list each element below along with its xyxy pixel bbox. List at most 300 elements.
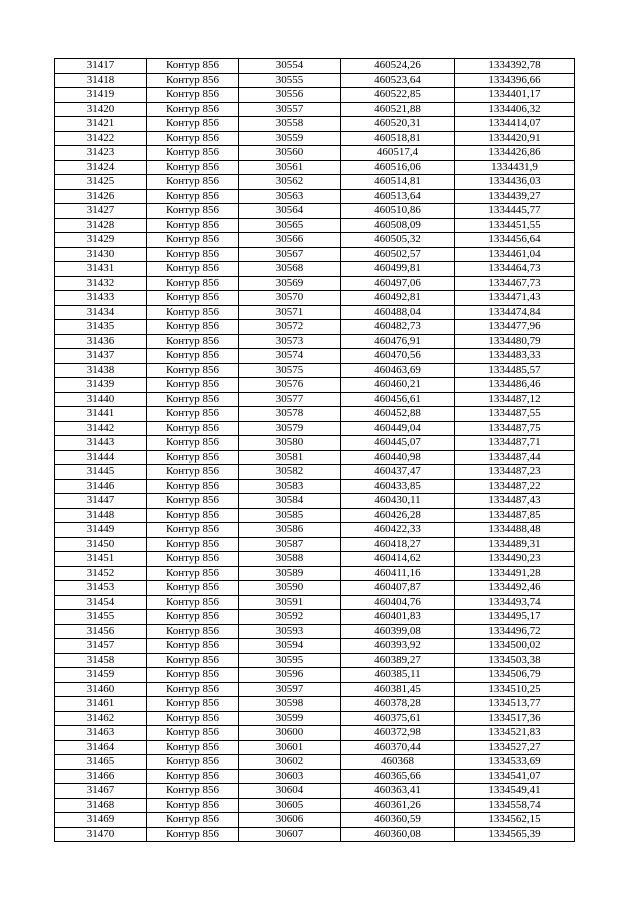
vertex-number-cell: 30558 [239, 117, 341, 132]
vertex-number-cell: 30595 [239, 653, 341, 668]
point-number-cell: 31421 [55, 117, 147, 132]
y-coordinate-cell: 1334487,71 [455, 436, 575, 451]
point-number-cell: 31426 [55, 189, 147, 204]
y-coordinate-cell: 1334487,12 [455, 392, 575, 407]
x-coordinate-cell: 460426,28 [341, 508, 455, 523]
y-coordinate-cell: 1334487,22 [455, 479, 575, 494]
y-coordinate-cell: 1334487,55 [455, 407, 575, 422]
point-number-cell: 31433 [55, 291, 147, 306]
point-number-cell: 31438 [55, 363, 147, 378]
table-row [55, 146, 575, 161]
point-number-cell: 31437 [55, 349, 147, 364]
table-row [55, 363, 575, 378]
table-row [55, 349, 575, 364]
y-coordinate-cell: 1334527,27 [455, 740, 575, 755]
vertex-number-cell: 30590 [239, 581, 341, 596]
y-coordinate-cell: 1334426,86 [455, 146, 575, 161]
contour-name-cell: Контур 856 [147, 407, 239, 422]
vertex-number-cell: 30578 [239, 407, 341, 422]
contour-name-cell: Контур 856 [147, 131, 239, 146]
point-number-cell: 31458 [55, 653, 147, 668]
table-row [55, 494, 575, 509]
contour-name-cell: Контур 856 [147, 291, 239, 306]
contour-name-cell: Контур 856 [147, 624, 239, 639]
x-coordinate-cell: 460372,98 [341, 726, 455, 741]
y-coordinate-cell: 1334541,07 [455, 769, 575, 784]
y-coordinate-cell: 1334489,31 [455, 537, 575, 552]
y-coordinate-cell: 1334464,73 [455, 262, 575, 277]
y-coordinate-cell: 1334483,33 [455, 349, 575, 364]
vertex-number-cell: 30564 [239, 204, 341, 219]
x-coordinate-cell: 460470,56 [341, 349, 455, 364]
contour-name-cell: Контур 856 [147, 813, 239, 828]
vertex-number-cell: 30598 [239, 697, 341, 712]
contour-name-cell: Контур 856 [147, 523, 239, 538]
x-coordinate-cell: 460401,83 [341, 610, 455, 625]
contour-name-cell: Контур 856 [147, 262, 239, 277]
vertex-number-cell: 30581 [239, 450, 341, 465]
x-coordinate-cell: 460513,64 [341, 189, 455, 204]
vertex-number-cell: 30566 [239, 233, 341, 248]
y-coordinate-cell: 1334549,41 [455, 784, 575, 799]
vertex-number-cell: 30594 [239, 639, 341, 654]
table-row [55, 726, 575, 741]
contour-name-cell: Контур 856 [147, 204, 239, 219]
y-coordinate-cell: 1334431,9 [455, 160, 575, 175]
y-coordinate-cell: 1334503,38 [455, 653, 575, 668]
x-coordinate-cell: 460502,57 [341, 247, 455, 262]
x-coordinate-cell: 460399,08 [341, 624, 455, 639]
vertex-number-cell: 30585 [239, 508, 341, 523]
x-coordinate-cell: 460385,11 [341, 668, 455, 683]
table-row [55, 711, 575, 726]
x-coordinate-cell: 460393,92 [341, 639, 455, 654]
table-row [55, 523, 575, 538]
contour-name-cell: Контур 856 [147, 798, 239, 813]
y-coordinate-cell: 1334396,66 [455, 73, 575, 88]
x-coordinate-cell: 460449,04 [341, 421, 455, 436]
x-coordinate-cell: 460456,61 [341, 392, 455, 407]
vertex-number-cell: 30587 [239, 537, 341, 552]
contour-name-cell: Контур 856 [147, 494, 239, 509]
table-row [55, 218, 575, 233]
vertex-number-cell: 30560 [239, 146, 341, 161]
point-number-cell: 31455 [55, 610, 147, 625]
y-coordinate-cell: 1334486,46 [455, 378, 575, 393]
point-number-cell: 31431 [55, 262, 147, 277]
x-coordinate-cell: 460370,44 [341, 740, 455, 755]
contour-name-cell: Контур 856 [147, 59, 239, 74]
y-coordinate-cell: 1334487,75 [455, 421, 575, 436]
y-coordinate-cell: 1334477,96 [455, 320, 575, 335]
y-coordinate-cell: 1334487,23 [455, 465, 575, 480]
vertex-number-cell: 30602 [239, 755, 341, 770]
contour-name-cell: Контур 856 [147, 436, 239, 451]
x-coordinate-cell: 460521,88 [341, 102, 455, 117]
x-coordinate-cell: 460407,87 [341, 581, 455, 596]
y-coordinate-cell: 1334456,64 [455, 233, 575, 248]
contour-name-cell: Контур 856 [147, 160, 239, 175]
x-coordinate-cell: 460389,27 [341, 653, 455, 668]
vertex-number-cell: 30580 [239, 436, 341, 451]
point-number-cell: 31445 [55, 465, 147, 480]
point-number-cell: 31425 [55, 175, 147, 190]
table-row [55, 552, 575, 567]
point-number-cell: 31435 [55, 320, 147, 335]
table-row [55, 160, 575, 175]
table-row [55, 59, 575, 74]
x-coordinate-cell: 460517,4 [341, 146, 455, 161]
table-row [55, 595, 575, 610]
y-coordinate-cell: 1334513,77 [455, 697, 575, 712]
contour-name-cell: Контур 856 [147, 552, 239, 567]
x-coordinate-cell: 460411,16 [341, 566, 455, 581]
vertex-number-cell: 30601 [239, 740, 341, 755]
point-number-cell: 31463 [55, 726, 147, 741]
y-coordinate-cell: 1334392,78 [455, 59, 575, 74]
contour-name-cell: Контур 856 [147, 465, 239, 480]
y-coordinate-cell: 1334500,02 [455, 639, 575, 654]
table-row [55, 291, 575, 306]
contour-name-cell: Контур 856 [147, 595, 239, 610]
table-row [55, 682, 575, 697]
table-row [55, 73, 575, 88]
x-coordinate-cell: 460375,61 [341, 711, 455, 726]
point-number-cell: 31462 [55, 711, 147, 726]
x-coordinate-cell: 460488,04 [341, 305, 455, 320]
x-coordinate-cell: 460368 [341, 755, 455, 770]
table-row [55, 102, 575, 117]
vertex-number-cell: 30567 [239, 247, 341, 262]
point-number-cell: 31443 [55, 436, 147, 451]
contour-name-cell: Контур 856 [147, 102, 239, 117]
point-number-cell: 31422 [55, 131, 147, 146]
vertex-number-cell: 30599 [239, 711, 341, 726]
vertex-number-cell: 30584 [239, 494, 341, 509]
vertex-number-cell: 30576 [239, 378, 341, 393]
table-row [55, 305, 575, 320]
contour-name-cell: Контур 856 [147, 479, 239, 494]
contour-name-cell: Контур 856 [147, 755, 239, 770]
table-row [55, 508, 575, 523]
x-coordinate-cell: 460440,98 [341, 450, 455, 465]
table-row [55, 537, 575, 552]
contour-name-cell: Контур 856 [147, 247, 239, 262]
contour-name-cell: Контур 856 [147, 610, 239, 625]
vertex-number-cell: 30554 [239, 59, 341, 74]
table-row [55, 450, 575, 465]
table-row [55, 117, 575, 132]
table-row [55, 755, 575, 770]
table-row [55, 189, 575, 204]
y-coordinate-cell: 1334492,46 [455, 581, 575, 596]
vertex-number-cell: 30583 [239, 479, 341, 494]
point-number-cell: 31441 [55, 407, 147, 422]
table-body [55, 59, 575, 842]
contour-name-cell: Контур 856 [147, 668, 239, 683]
vertex-number-cell: 30563 [239, 189, 341, 204]
x-coordinate-cell: 460508,09 [341, 218, 455, 233]
y-coordinate-cell: 1334461,04 [455, 247, 575, 262]
vertex-number-cell: 30573 [239, 334, 341, 349]
x-coordinate-cell: 460381,45 [341, 682, 455, 697]
x-coordinate-cell: 460361,26 [341, 798, 455, 813]
vertex-number-cell: 30593 [239, 624, 341, 639]
y-coordinate-cell: 1334521,83 [455, 726, 575, 741]
point-number-cell: 31442 [55, 421, 147, 436]
table-row [55, 697, 575, 712]
y-coordinate-cell: 1334414,07 [455, 117, 575, 132]
vertex-number-cell: 30600 [239, 726, 341, 741]
contour-name-cell: Контур 856 [147, 218, 239, 233]
point-number-cell: 31457 [55, 639, 147, 654]
x-coordinate-cell: 460499,81 [341, 262, 455, 277]
point-number-cell: 31444 [55, 450, 147, 465]
contour-name-cell: Контур 856 [147, 320, 239, 335]
point-number-cell: 31461 [55, 697, 147, 712]
point-number-cell: 31470 [55, 827, 147, 842]
point-number-cell: 31449 [55, 523, 147, 538]
point-number-cell: 31452 [55, 566, 147, 581]
y-coordinate-cell: 1334490,23 [455, 552, 575, 567]
table-row [55, 233, 575, 248]
contour-name-cell: Контур 856 [147, 349, 239, 364]
point-number-cell: 31448 [55, 508, 147, 523]
vertex-number-cell: 30589 [239, 566, 341, 581]
contour-name-cell: Контур 856 [147, 421, 239, 436]
y-coordinate-cell: 1334474,84 [455, 305, 575, 320]
table-row [55, 624, 575, 639]
point-number-cell: 31460 [55, 682, 147, 697]
y-coordinate-cell: 1334506,79 [455, 668, 575, 683]
table-row [55, 566, 575, 581]
y-coordinate-cell: 1334487,44 [455, 450, 575, 465]
vertex-number-cell: 30596 [239, 668, 341, 683]
point-number-cell: 31466 [55, 769, 147, 784]
table-row [55, 740, 575, 755]
x-coordinate-cell: 460522,85 [341, 88, 455, 103]
contour-name-cell: Контур 856 [147, 117, 239, 132]
contour-name-cell: Контур 856 [147, 769, 239, 784]
contour-name-cell: Контур 856 [147, 276, 239, 291]
table-row [55, 334, 575, 349]
vertex-number-cell: 30569 [239, 276, 341, 291]
table-row [55, 204, 575, 219]
vertex-number-cell: 30565 [239, 218, 341, 233]
point-number-cell: 31427 [55, 204, 147, 219]
point-number-cell: 31436 [55, 334, 147, 349]
table-row [55, 378, 575, 393]
vertex-number-cell: 30591 [239, 595, 341, 610]
point-number-cell: 31418 [55, 73, 147, 88]
table-row [55, 653, 575, 668]
contour-name-cell: Контур 856 [147, 146, 239, 161]
point-number-cell: 31423 [55, 146, 147, 161]
table-row [55, 276, 575, 291]
x-coordinate-cell: 460437,47 [341, 465, 455, 480]
vertex-number-cell: 30555 [239, 73, 341, 88]
x-coordinate-cell: 460363,41 [341, 784, 455, 799]
coordinates-table [54, 58, 575, 842]
x-coordinate-cell: 460524,26 [341, 59, 455, 74]
point-number-cell: 31469 [55, 813, 147, 828]
contour-name-cell: Контур 856 [147, 450, 239, 465]
y-coordinate-cell: 1334420,91 [455, 131, 575, 146]
point-number-cell: 31420 [55, 102, 147, 117]
y-coordinate-cell: 1334488,48 [455, 523, 575, 538]
x-coordinate-cell: 460360,59 [341, 813, 455, 828]
contour-name-cell: Контур 856 [147, 784, 239, 799]
vertex-number-cell: 30597 [239, 682, 341, 697]
y-coordinate-cell: 1334439,27 [455, 189, 575, 204]
vertex-number-cell: 30579 [239, 421, 341, 436]
x-coordinate-cell: 460430,11 [341, 494, 455, 509]
table-row [55, 610, 575, 625]
point-number-cell: 31451 [55, 552, 147, 567]
table-row [55, 465, 575, 480]
y-coordinate-cell: 1334451,55 [455, 218, 575, 233]
point-number-cell: 31465 [55, 755, 147, 770]
x-coordinate-cell: 460360,08 [341, 827, 455, 842]
y-coordinate-cell: 1334496,72 [455, 624, 575, 639]
x-coordinate-cell: 460433,85 [341, 479, 455, 494]
vertex-number-cell: 30572 [239, 320, 341, 335]
vertex-number-cell: 30606 [239, 813, 341, 828]
point-number-cell: 31467 [55, 784, 147, 799]
table-row [55, 175, 575, 190]
table-row [55, 769, 575, 784]
y-coordinate-cell: 1334565,39 [455, 827, 575, 842]
table-row [55, 813, 575, 828]
vertex-number-cell: 30556 [239, 88, 341, 103]
point-number-cell: 31429 [55, 233, 147, 248]
x-coordinate-cell: 460452,88 [341, 407, 455, 422]
contour-name-cell: Контур 856 [147, 88, 239, 103]
vertex-number-cell: 30607 [239, 827, 341, 842]
vertex-number-cell: 30586 [239, 523, 341, 538]
y-coordinate-cell: 1334493,74 [455, 595, 575, 610]
contour-name-cell: Контур 856 [147, 363, 239, 378]
y-coordinate-cell: 1334495,17 [455, 610, 575, 625]
table-row [55, 131, 575, 146]
vertex-number-cell: 30559 [239, 131, 341, 146]
y-coordinate-cell: 1334401,17 [455, 88, 575, 103]
vertex-number-cell: 30592 [239, 610, 341, 625]
point-number-cell: 31440 [55, 392, 147, 407]
x-coordinate-cell: 460418,27 [341, 537, 455, 552]
point-number-cell: 31447 [55, 494, 147, 509]
point-number-cell: 31424 [55, 160, 147, 175]
point-number-cell: 31450 [55, 537, 147, 552]
contour-name-cell: Контур 856 [147, 566, 239, 581]
point-number-cell: 31454 [55, 595, 147, 610]
contour-name-cell: Контур 856 [147, 189, 239, 204]
table-row [55, 421, 575, 436]
y-coordinate-cell: 1334562,15 [455, 813, 575, 828]
table-row [55, 407, 575, 422]
table-row [55, 436, 575, 451]
x-coordinate-cell: 460378,28 [341, 697, 455, 712]
x-coordinate-cell: 460365,66 [341, 769, 455, 784]
contour-name-cell: Контур 856 [147, 233, 239, 248]
contour-name-cell: Контур 856 [147, 537, 239, 552]
y-coordinate-cell: 1334480,79 [455, 334, 575, 349]
vertex-number-cell: 30577 [239, 392, 341, 407]
y-coordinate-cell: 1334533,69 [455, 755, 575, 770]
y-coordinate-cell: 1334436,03 [455, 175, 575, 190]
y-coordinate-cell: 1334406,32 [455, 102, 575, 117]
x-coordinate-cell: 460460,21 [341, 378, 455, 393]
vertex-number-cell: 30570 [239, 291, 341, 306]
vertex-number-cell: 30603 [239, 769, 341, 784]
x-coordinate-cell: 460445,07 [341, 436, 455, 451]
table-row [55, 581, 575, 596]
table-row [55, 668, 575, 683]
contour-name-cell: Контур 856 [147, 653, 239, 668]
x-coordinate-cell: 460516,06 [341, 160, 455, 175]
table-row [55, 320, 575, 335]
vertex-number-cell: 30562 [239, 175, 341, 190]
x-coordinate-cell: 460404,76 [341, 595, 455, 610]
contour-name-cell: Контур 856 [147, 726, 239, 741]
contour-name-cell: Контур 856 [147, 682, 239, 697]
vertex-number-cell: 30571 [239, 305, 341, 320]
point-number-cell: 31439 [55, 378, 147, 393]
vertex-number-cell: 30557 [239, 102, 341, 117]
table-row [55, 88, 575, 103]
x-coordinate-cell: 460505,32 [341, 233, 455, 248]
y-coordinate-cell: 1334487,43 [455, 494, 575, 509]
y-coordinate-cell: 1334471,43 [455, 291, 575, 306]
table-row [55, 392, 575, 407]
y-coordinate-cell: 1334517,36 [455, 711, 575, 726]
contour-name-cell: Контур 856 [147, 697, 239, 712]
contour-name-cell: Контур 856 [147, 740, 239, 755]
point-number-cell: 31459 [55, 668, 147, 683]
x-coordinate-cell: 460476,91 [341, 334, 455, 349]
contour-name-cell: Контур 856 [147, 378, 239, 393]
x-coordinate-cell: 460510,86 [341, 204, 455, 219]
contour-name-cell: Контур 856 [147, 305, 239, 320]
point-number-cell: 31468 [55, 798, 147, 813]
x-coordinate-cell: 460414,62 [341, 552, 455, 567]
y-coordinate-cell: 1334510,25 [455, 682, 575, 697]
x-coordinate-cell: 460492,81 [341, 291, 455, 306]
x-coordinate-cell: 460422,33 [341, 523, 455, 538]
vertex-number-cell: 30568 [239, 262, 341, 277]
contour-name-cell: Контур 856 [147, 73, 239, 88]
table-row [55, 827, 575, 842]
x-coordinate-cell: 460523,64 [341, 73, 455, 88]
y-coordinate-cell: 1334445,77 [455, 204, 575, 219]
contour-name-cell: Контур 856 [147, 581, 239, 596]
x-coordinate-cell: 460497,06 [341, 276, 455, 291]
vertex-number-cell: 30588 [239, 552, 341, 567]
y-coordinate-cell: 1334467,73 [455, 276, 575, 291]
contour-name-cell: Контур 856 [147, 711, 239, 726]
table-row [55, 784, 575, 799]
table-row [55, 798, 575, 813]
x-coordinate-cell: 460520,31 [341, 117, 455, 132]
x-coordinate-cell: 460482,73 [341, 320, 455, 335]
vertex-number-cell: 30605 [239, 798, 341, 813]
contour-name-cell: Контур 856 [147, 392, 239, 407]
vertex-number-cell: 30561 [239, 160, 341, 175]
x-coordinate-cell: 460463,69 [341, 363, 455, 378]
y-coordinate-cell: 1334485,57 [455, 363, 575, 378]
vertex-number-cell: 30604 [239, 784, 341, 799]
point-number-cell: 31419 [55, 88, 147, 103]
